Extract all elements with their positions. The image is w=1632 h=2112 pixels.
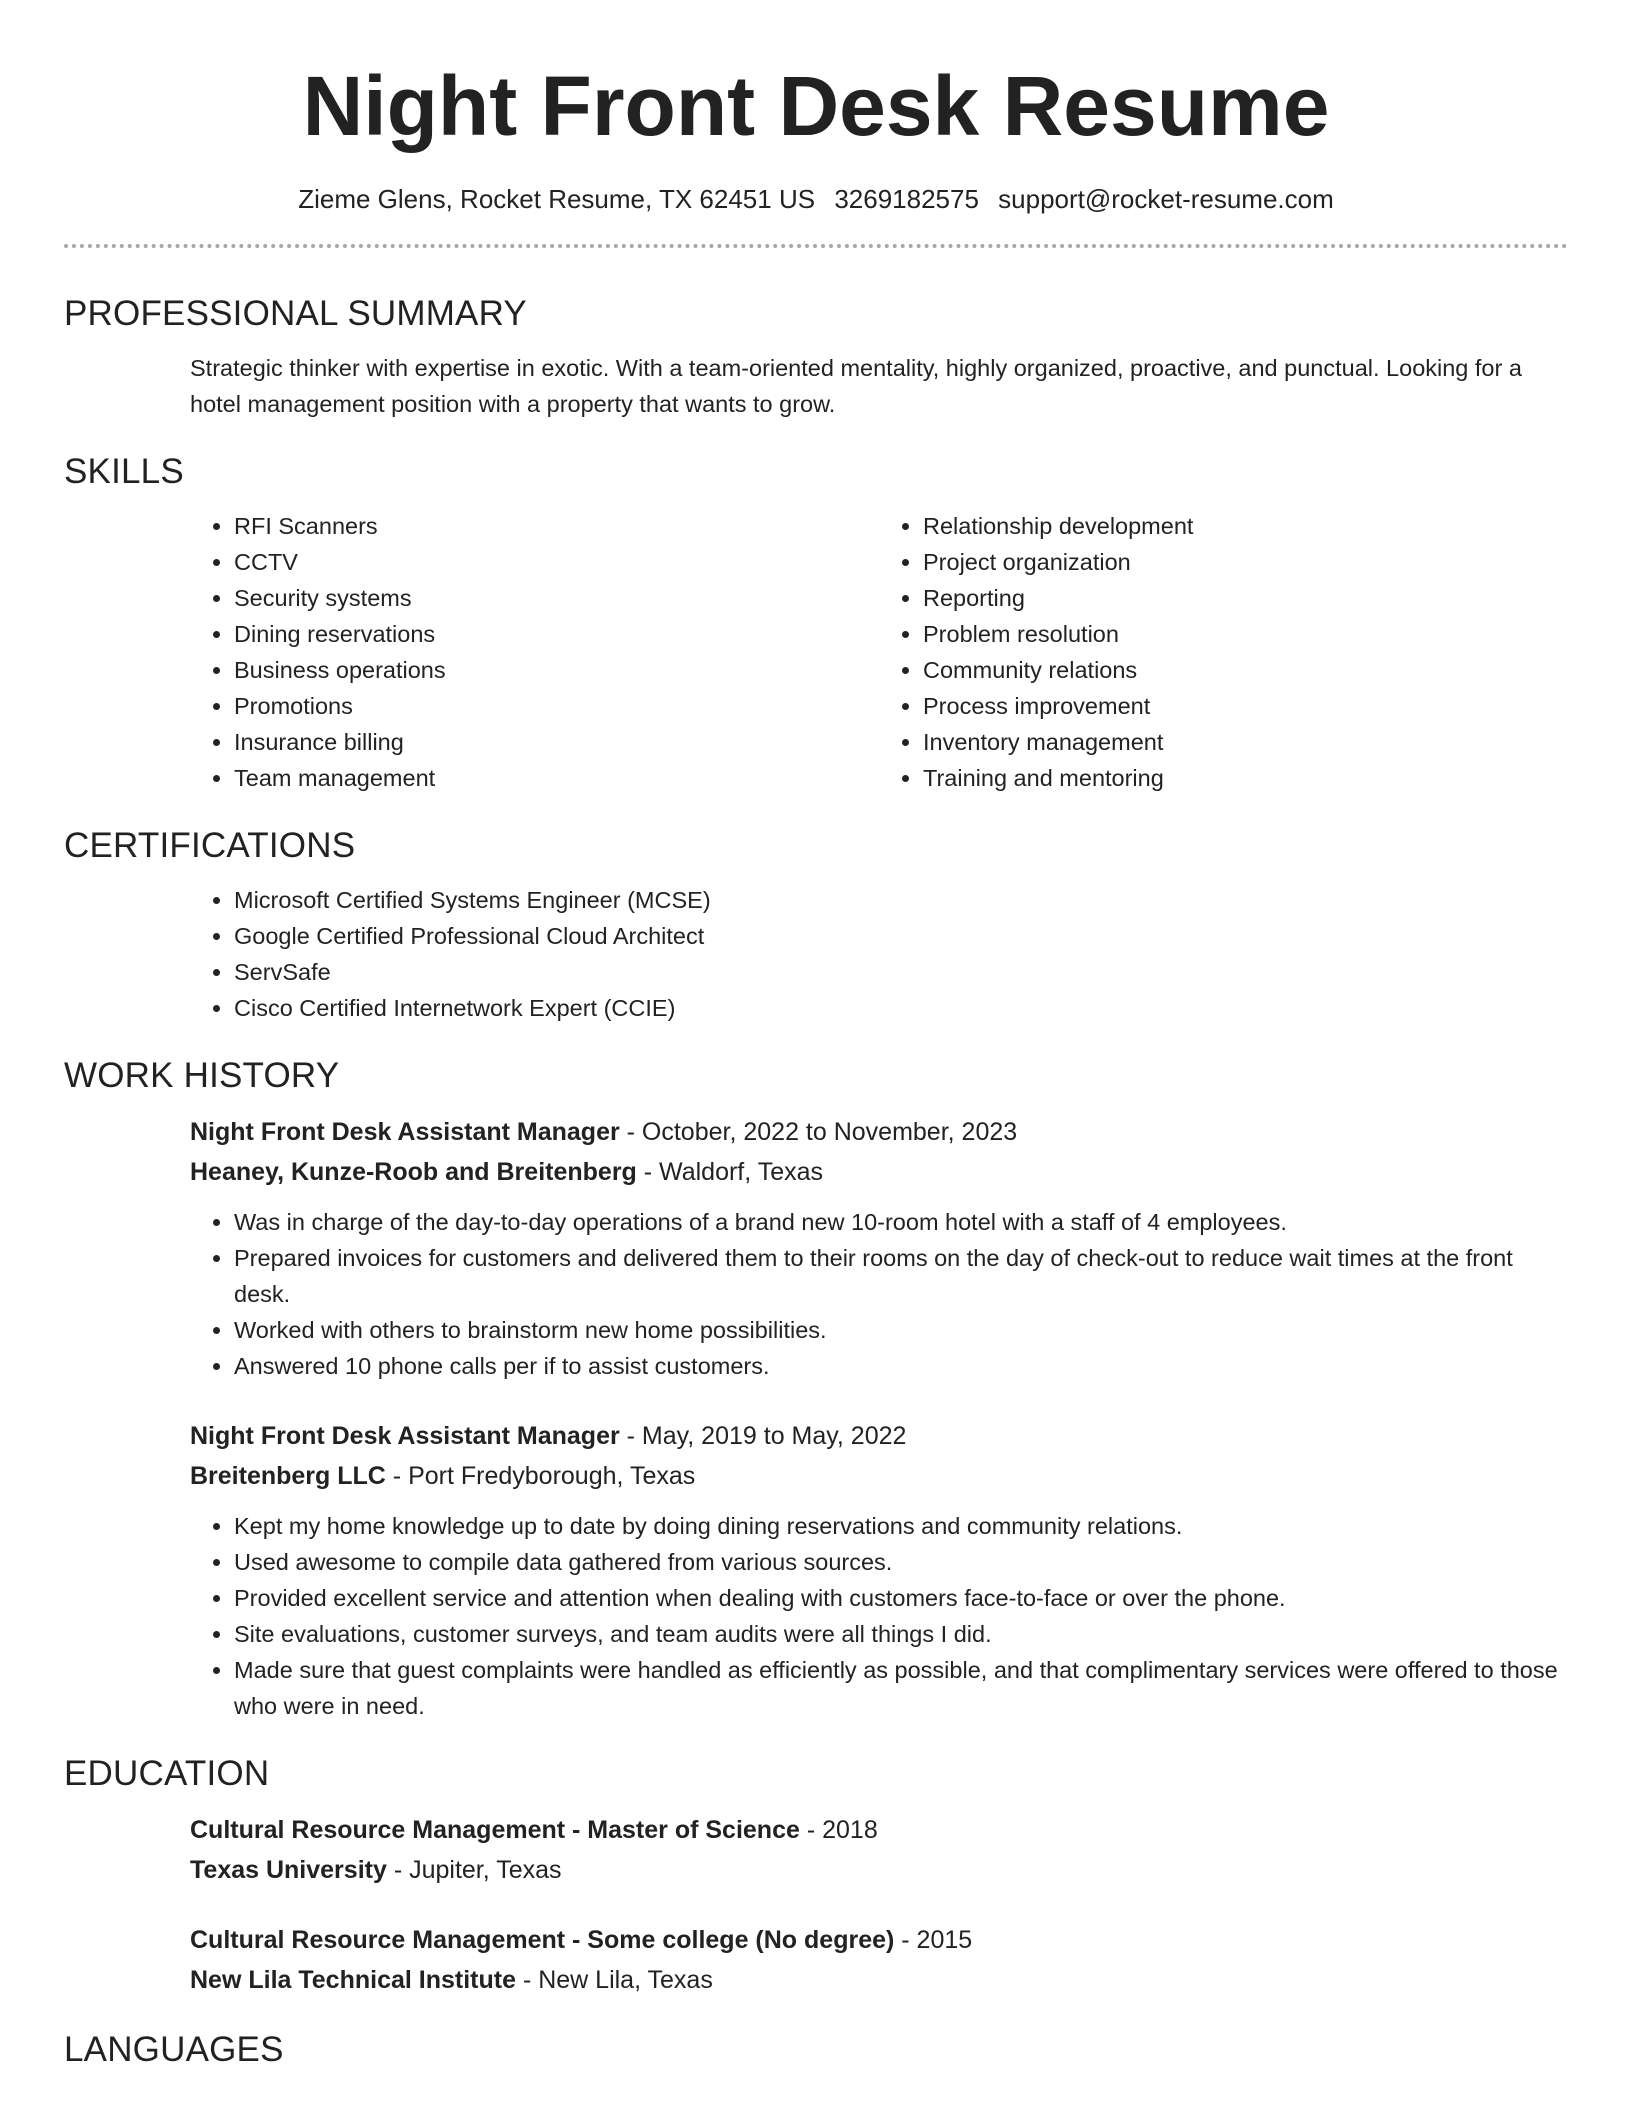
degree-name: Cultural Resource Management - Some college (No degree) xyxy=(190,1926,895,1954)
header-divider xyxy=(64,244,1568,248)
section-title-summary: PROFESSIONAL SUMMARY xyxy=(64,294,527,333)
job-company: Breitenberg LLC xyxy=(190,1462,386,1490)
certification-item: • Microsoft Certified Systems Engineer (MCSE) xyxy=(234,882,1568,918)
job-bullet: • Kept my home knowledge up to date by doing dining reservations and community relations. xyxy=(234,1508,1568,1544)
job-company-line xyxy=(190,1152,1568,1192)
school-location: - Jupiter, Texas xyxy=(386,1856,562,1884)
resume-page xyxy=(64,0,1568,2072)
skills-column-right xyxy=(879,508,1568,796)
section-title-education: EDUCATION xyxy=(64,1754,270,1793)
degree-year: - 2018 xyxy=(799,1816,878,1844)
certification-item: • ServSafe xyxy=(234,954,1568,990)
job-bullet: • Made sure that guest complaints were handled as efficiently as possible, and that complimentary services were offered to those who were in need. xyxy=(234,1652,1568,1724)
education-entry xyxy=(190,1920,1568,2000)
job-bullet: • Site evaluations, customer surveys, and team audits were all things I did. xyxy=(234,1616,1568,1652)
job-title-line xyxy=(190,1416,1568,1456)
job-role: Night Front Desk Assistant Manager xyxy=(190,1118,620,1146)
skill-item: • Process improvement xyxy=(923,688,1568,724)
degree-line xyxy=(190,1810,1568,1850)
skill-item: • Insurance billing xyxy=(234,724,879,760)
contact-address: Zieme Glens, Rocket Resume, TX 62451 US xyxy=(298,184,816,214)
school-line xyxy=(190,1960,1568,2000)
summary-text: Strategic thinker with expertise in exotic. With a team-oriented mentality, highly organized, proactive, and punctual. Looking for a hotel management position with a property that wants to grow. xyxy=(190,355,1522,417)
contact-line xyxy=(64,182,1568,216)
school-location: - New Lila, Texas xyxy=(516,1966,713,1994)
resume-title: Night Front Desk Resume xyxy=(302,59,1330,153)
skills-column-left xyxy=(190,508,879,796)
skill-item: • Business operations xyxy=(234,652,879,688)
section-title-languages: LANGUAGES xyxy=(64,2030,284,2069)
job-bullet: • Provided excellent service and attention when dealing with customers face-to-face or over the phone. xyxy=(234,1580,1568,1616)
job-bullet: • Prepared invoices for customers and delivered them to their rooms on the day of check-out to reduce wait times at the front desk. xyxy=(234,1240,1568,1312)
job-location: - Port Fredyborough, Texas xyxy=(385,1462,696,1490)
job-company: Heaney, Kunze-Roob and Breitenberg xyxy=(190,1158,637,1186)
section-title-skills: SKILLS xyxy=(64,452,184,491)
skill-item: • Community relations xyxy=(923,652,1568,688)
skill-item: • Security systems xyxy=(234,580,879,616)
contact-email: support@rocket-resume.com xyxy=(998,184,1334,214)
school-name: Texas University xyxy=(190,1856,387,1884)
section-title-certifications: CERTIFICATIONS xyxy=(64,826,356,865)
skill-item: • Training and mentoring xyxy=(923,760,1568,796)
skill-item: • Relationship development xyxy=(923,508,1568,544)
job-bullet: • Worked with others to brainstorm new home possibilities. xyxy=(234,1312,1568,1348)
skill-item: • RFI Scanners xyxy=(234,508,879,544)
job-bullet: • Answered 10 phone calls per if to assist customers. xyxy=(234,1348,1568,1384)
job-location: - Waldorf, Texas xyxy=(636,1158,823,1186)
work-entry xyxy=(190,1416,1568,1724)
job-bullets xyxy=(190,1508,1568,1724)
certification-item: • Cisco Certified Internetwork Expert (CCIE) xyxy=(234,990,1568,1026)
degree-line xyxy=(190,1920,1568,1960)
job-bullet: • Used awesome to compile data gathered from various sources. xyxy=(234,1544,1568,1580)
contact-phone: 3269182575 xyxy=(834,184,979,214)
school-line xyxy=(190,1850,1568,1890)
skill-item: • CCTV xyxy=(234,544,879,580)
job-bullet: • Was in charge of the day-to-day operations of a brand new 10-room hotel with a staff of 4 employees. xyxy=(234,1204,1568,1240)
skill-item: • Problem resolution xyxy=(923,616,1568,652)
school-name: New Lila Technical Institute xyxy=(190,1966,516,1994)
education-entry xyxy=(190,1810,1568,1890)
job-title-line xyxy=(190,1112,1568,1152)
skill-item: • Team management xyxy=(234,760,879,796)
certifications-list xyxy=(190,882,1568,1026)
degree-year: - 2015 xyxy=(894,1926,973,1954)
job-bullets xyxy=(190,1204,1568,1384)
job-role: Night Front Desk Assistant Manager xyxy=(190,1422,620,1450)
skill-item: • Dining reservations xyxy=(234,616,879,652)
job-dates: - October, 2022 to November, 2023 xyxy=(619,1118,1018,1146)
skills-list xyxy=(190,508,1568,796)
work-entry xyxy=(190,1112,1568,1384)
skill-item: • Reporting xyxy=(923,580,1568,616)
skill-item: • Promotions xyxy=(234,688,879,724)
degree-name: Cultural Resource Management - Master of Science xyxy=(190,1816,800,1844)
skill-item: • Project organization xyxy=(923,544,1568,580)
job-company-line xyxy=(190,1456,1568,1496)
skill-item: • Inventory management xyxy=(923,724,1568,760)
certification-item: • Google Certified Professional Cloud Architect xyxy=(234,918,1568,954)
job-dates: - May, 2019 to May, 2022 xyxy=(619,1422,907,1450)
section-title-work-history: WORK HISTORY xyxy=(64,1056,340,1095)
